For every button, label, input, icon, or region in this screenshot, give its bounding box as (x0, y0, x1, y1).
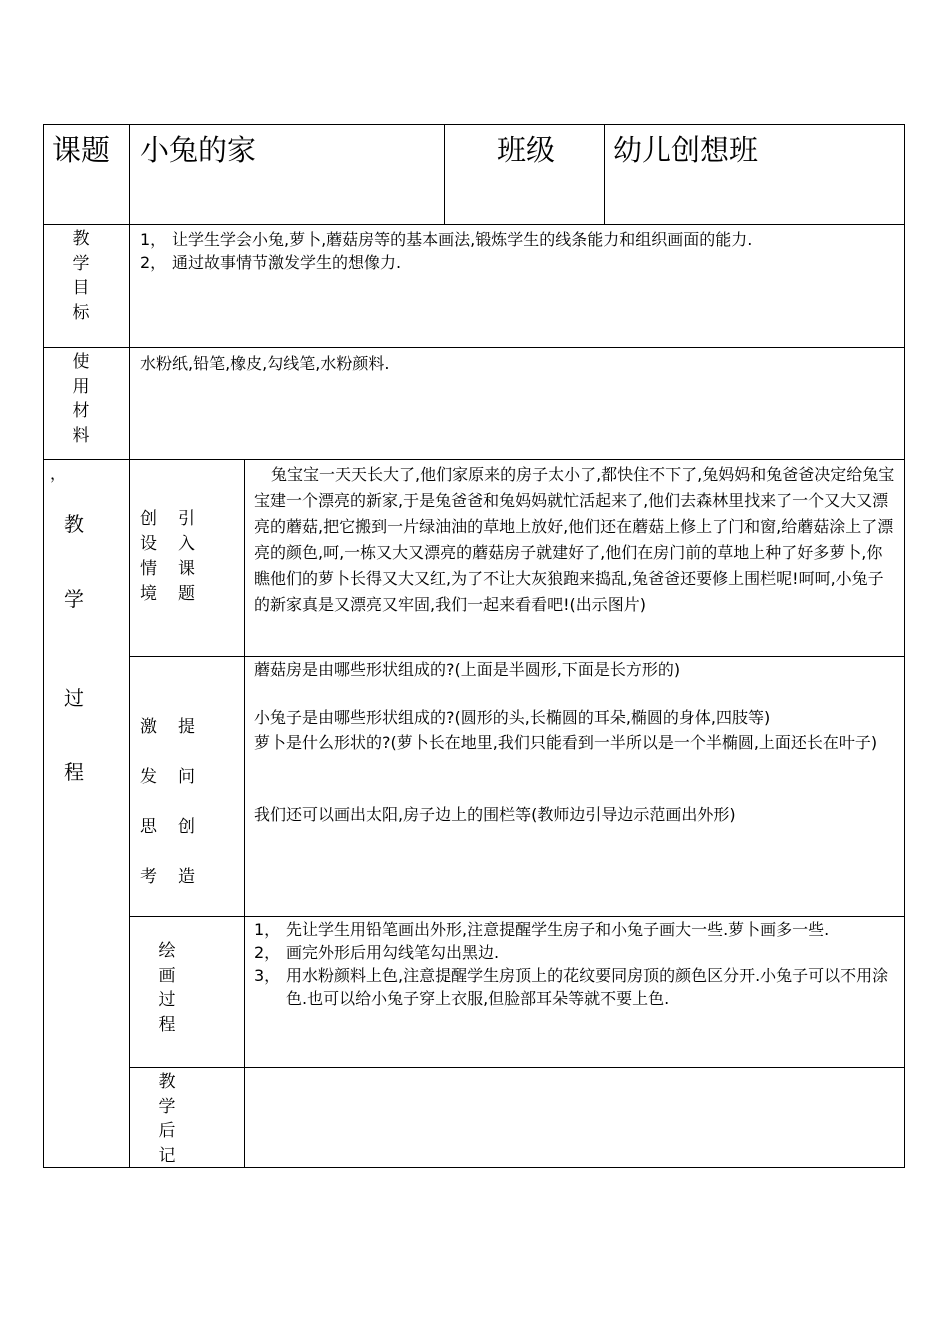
list-item: 1， 先让学生用铅笔画出外形,注意提醒学生房子和小兔子画大一些.萝卜画多一些. (254, 920, 830, 939)
list-item: 2， 通过故事情节激发学生的想像力. (140, 253, 402, 272)
process-label-1: 教 (64, 512, 84, 536)
column-divider (244, 459, 245, 1168)
table-border-left (43, 124, 44, 1168)
table-border-right (904, 124, 905, 1168)
materials-text: 水粉纸,铅笔,橡皮,勾线笔,水粉颜料. (140, 354, 390, 373)
goals-list (140, 228, 895, 274)
process-label-3: 过 (64, 686, 84, 710)
column-divider (444, 124, 445, 224)
column-divider (604, 124, 605, 224)
question-label-col2: 提 问 创 造 (178, 717, 195, 887)
row-divider (129, 656, 905, 657)
process-label-2: 学 (64, 587, 84, 611)
row-divider (43, 459, 905, 460)
row-divider (129, 916, 905, 917)
list-item: 1， 让学生学会小兔,萝卜,蘑菇房等的基本画法,锻炼学生的线条能力和组织画面的能力. (140, 230, 753, 249)
row-divider (43, 224, 905, 225)
intro-story: 兔宝宝一天天长大了,他们家原来的房子太小了,都快住不下了,兔妈妈和兔爸爸决定给兔宝宝建一个漂亮的新家,于是兔爸爸和兔妈妈就忙活起来了,他们去森林里找来了一个又大又漂亮的蘑菇,把它搬到一片绿油油的草地上放好,他们还在蘑菇上修上了门和窗,给蘑菇涂上了漂亮的颜色,呵,一栋又大又漂亮的蘑菇房子就建好了,他们在房门前的草地上种了好多萝卜,你瞧他们的萝卜长得又大又红,为了不让大灰狼跑来捣乱,兔爸爸还要修上围栏呢!呵呵,小兔子的新家真是又漂亮又牢固,我们一起来看看吧!(出示图片) (254, 465, 895, 614)
class-label: 班级 (497, 133, 556, 167)
table-border-top (43, 124, 905, 125)
drawing-steps (254, 918, 899, 1010)
question-line: 蘑菇房是由哪些形状组成的?(上面是半圆形,下面是长方形的) (254, 660, 681, 679)
column-divider (129, 124, 130, 1168)
question-label-col1: 激 发 思 考 (140, 717, 157, 887)
lesson-title: 小兔的家 (140, 133, 257, 167)
question-line: 萝卜是什么形状的?(萝卜长在地里,我们只能看到一半所以是一个半椭圆,上面还长在叶子) (254, 733, 878, 752)
title-label: 课题 (52, 133, 111, 167)
goals-label: 教 学 目 标 (72, 229, 90, 323)
question-line: 小兔子是由哪些形状组成的?(圆形的头,长椭圆的耳朵,椭圆的身体,四肢等) (254, 708, 771, 727)
materials-label: 使 用 材 料 (72, 352, 90, 446)
drawing-label: 绘 画 过 程 (158, 941, 176, 1035)
list-item: 3， 用水粉颜料上色,注意提醒学生房顶上的花纹要同房顶的颜色区分开.小兔子可以不用涂色.也可以给小兔子穿上衣服,但脸部耳朵等就不要上色. (254, 966, 889, 1008)
row-divider (129, 1067, 905, 1068)
process-label-4: 程 (64, 760, 84, 784)
class-value: 幼儿创想班 (613, 133, 759, 167)
list-item: 2， 画完外形后用勾线笔勾出黑边. (254, 943, 500, 962)
notes-content[interactable] (246, 1069, 902, 1165)
notes-label: 教 学 后 记 (158, 1072, 176, 1166)
row-divider (43, 347, 905, 348)
intro-label-col1: 创 设 情 境 (140, 509, 157, 604)
question-line: 我们还可以画出太阳,房子边上的围栏等(教师边引导边示范画出外形) (254, 805, 736, 824)
stray-mark: ， (50, 464, 67, 483)
intro-label-col2: 引 入 课 题 (178, 509, 195, 604)
